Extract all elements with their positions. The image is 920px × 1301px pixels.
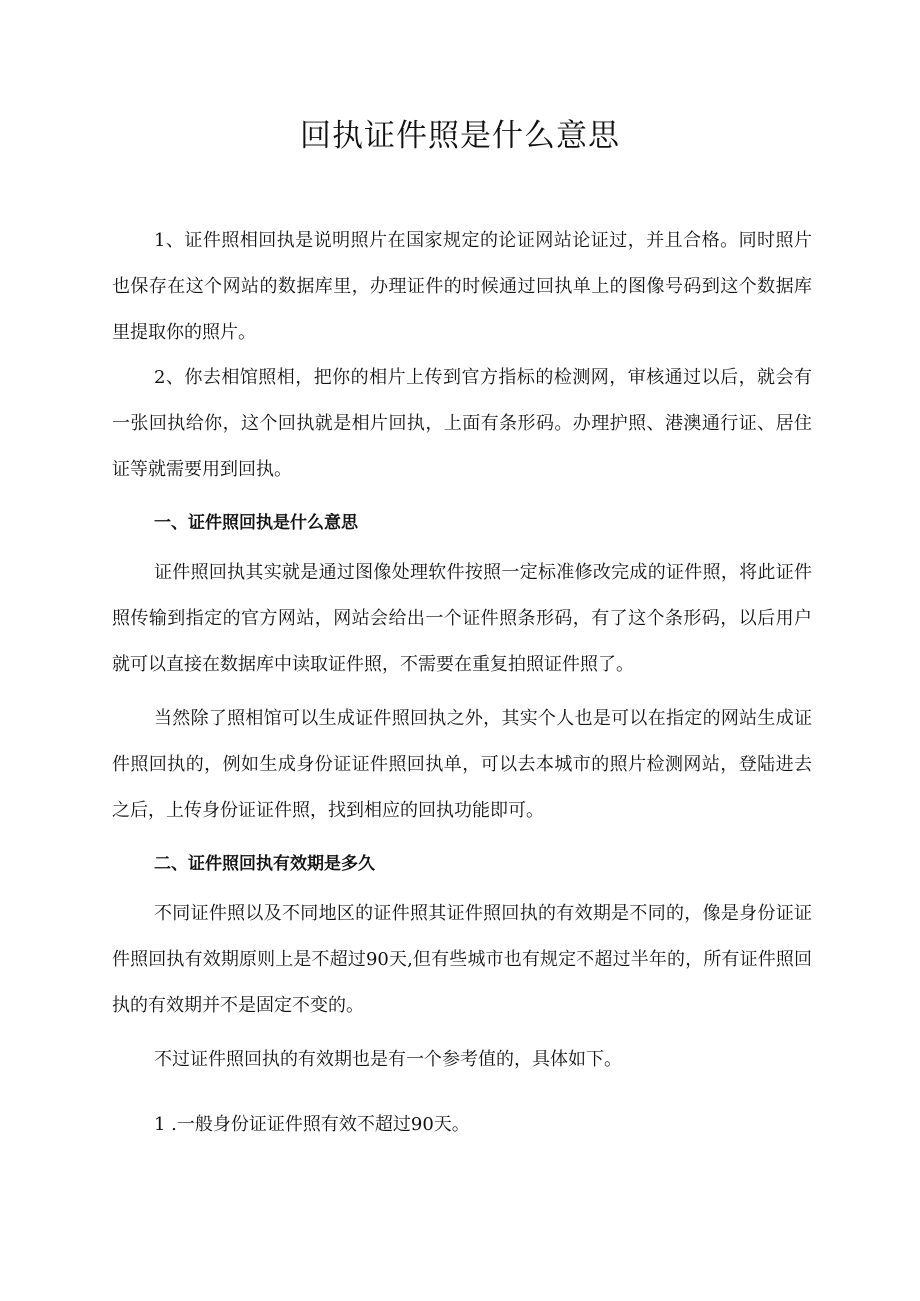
paragraph-6: 不过证件照回执的有效期也是有一个参考值的，具体如下。 (154, 1049, 622, 1070)
paragraph-1: 1、证件照相回执是说明照片在国家规定的论证网站论证过，并且合格。同时照片也保存在这个网站的数据库里，办理证件的时候通过回执单上的图像号码到这个数据库里提取你的照片。 (112, 230, 812, 343)
list-item-1: 1 .一般身份证证件照有效不超过90天。 (154, 1114, 470, 1135)
document-title: 回执证件照是什么意思 (300, 118, 620, 154)
paragraph-3: 证件照回执其实就是通过图像处理软件按照一定标准修改完成的证件照，将此证件照传输到指定的官方网站，网站会给出一个证件照条形码，有了这个条形码，以后用户就可以直接在数据库中读取证件照，不需要在重复拍照证件照了。 (112, 562, 812, 675)
paragraph-4: 当然除了照相馆可以生成证件照回执之外，其实个人也是可以在指定的网站生成证件照回执的，例如生成身份证证件照回执单，可以去本城市的照片检测网站，登陆进去之后，上传身份证证件照，找到相应的回执功能即可。 (112, 708, 812, 821)
paragraph-2: 2、你去相馆照相，把你的相片上传到官方指标的检测网，审核通过以后，就会有一张回执给你，这个回执就是相片回执，上面有条形码。办理护照、港澳通行证、居住证等就需要用到回执。 (112, 367, 812, 480)
section-heading-1: 一、证件照回执是什么意思 (154, 513, 358, 533)
paragraph-5: 不同证件照以及不同地区的证件照其证件照回执的有效期是不同的，像是身份证证件照回执有效期原则上是不超过90天,但有些城市也有规定不超过半年的，所有证件照回执的有效期并不是固定不变的。 (112, 903, 812, 1016)
section-heading-2: 二、证件照回执有效期是多久 (154, 854, 375, 874)
